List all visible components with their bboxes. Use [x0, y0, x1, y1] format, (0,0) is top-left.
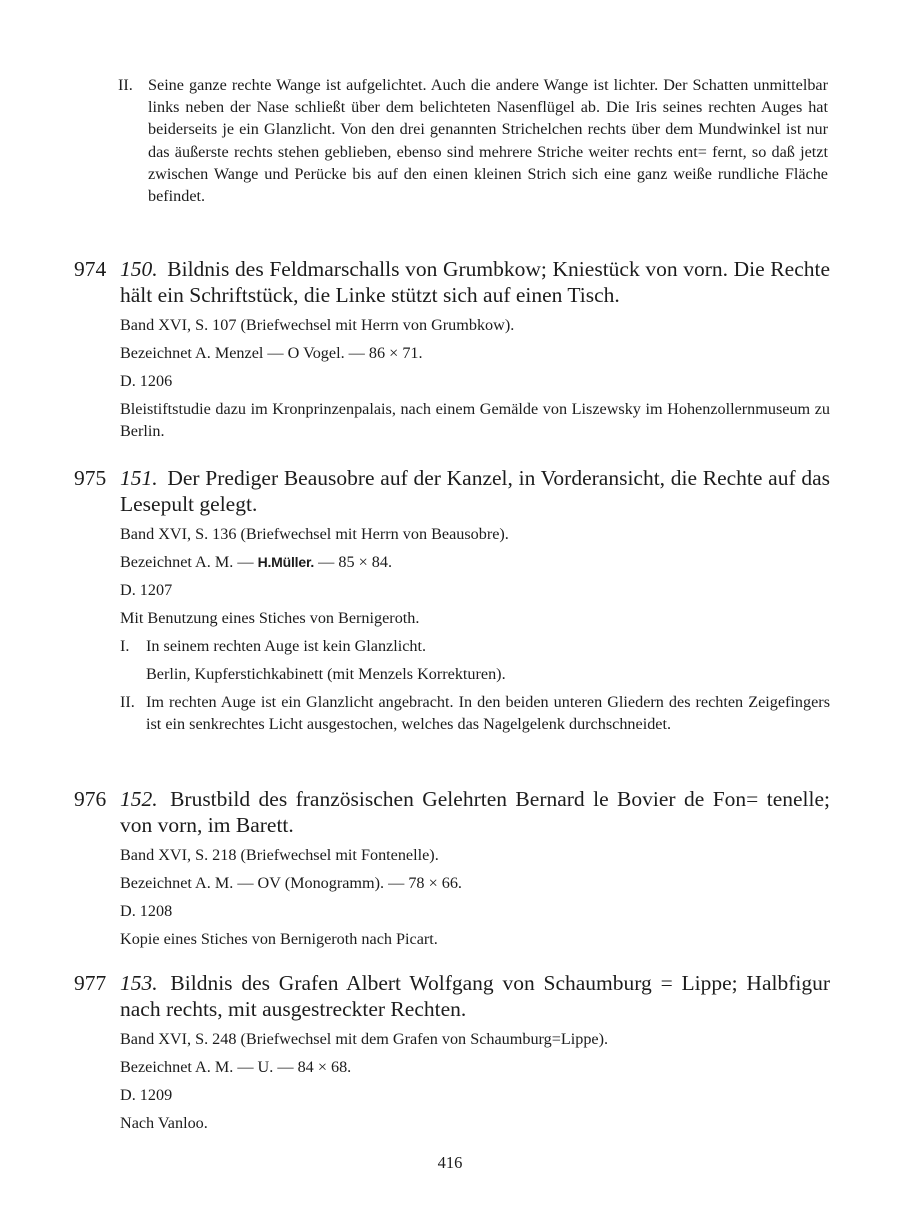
entry-note: Bleistiftstudie dazu im Kronprinzenpalais, nach einem Gemälde von Liszewsky im Hohenzollernmuseum zu Berlin.	[120, 400, 830, 440]
state-roman-numeral: II.	[120, 693, 135, 711]
entry-details	[74, 314, 830, 442]
state-roman-numeral: II.	[118, 76, 133, 94]
entry-heading	[74, 465, 830, 517]
plate-number: 150.	[120, 257, 158, 281]
state-description: In seinem rechten Auge ist kein Glanzlicht.	[146, 637, 427, 655]
d-number: D. 1206	[120, 372, 173, 390]
entry-title: Der Prediger Beausobre auf der Kanzel, in Vorderansicht, die Rechte auf das Lesepult gelegt.	[120, 466, 830, 516]
state-location: Berlin, Kupferstichkabinett (mit Menzels Korrekturen).	[146, 665, 506, 683]
entry-title: Bildnis des Grafen Albert Wolfgang von Schaumburg = Lippe; Halbfigur nach rechts, mit ausgestreckter Rechten.	[120, 971, 831, 1021]
band-reference: Band XVI, S. 248 (Briefwechsel mit dem Grafen von Schaumburg=Lippe).	[120, 1030, 609, 1048]
d-number: D. 1207	[120, 581, 173, 599]
plate-number: 153.	[120, 971, 158, 995]
signature-line	[120, 551, 830, 573]
catalog-entry-977	[74, 970, 830, 1134]
entry-details	[74, 844, 830, 950]
entry-note: Kopie eines Stiches von Bernigeroth nach Picart.	[120, 930, 438, 948]
page-number: 416	[437, 1153, 463, 1172]
engraver-name: H.Müller.	[257, 554, 315, 570]
signature-line: Bezeichnet A. M. — U. — 84 × 68.	[120, 1058, 352, 1076]
catalog-entry-975	[74, 465, 830, 735]
plate-number: 151.	[120, 466, 158, 490]
band-reference: Band XVI, S. 136 (Briefwechsel mit Herrn von Beausobre).	[120, 525, 509, 543]
entry-number: 975	[74, 466, 107, 490]
continued-state-paragraph	[118, 74, 828, 207]
entry-note: Nach Vanloo.	[120, 1114, 208, 1132]
state-description: Seine ganze rechte Wange ist aufgelichtet. Auch die andere Wange ist lichter. Der Schatten unmittelbar links neben der Nase schließt über dem belichteten Nasenflügel ab. Die Iris seines rechten Auges hat beiderseits je ein Glanzlicht. Von den drei genannten Strichelchen rechts über dem Mundwinkel ist nur das äußerste rechts stehen geblieben, ebenso sind mehrere Striche weiter rechts ent= fernt, so daß jetzt zwischen Wange und Perücke bis auf den einen kleinen Strich sich eine ganz weiße rundliche Fläche befindet.	[148, 76, 828, 206]
signature-suffix: — 85 × 84.	[318, 553, 393, 571]
plate-number: 152.	[120, 787, 158, 811]
state-i	[120, 635, 830, 685]
entry-details	[74, 1028, 830, 1134]
catalog-entry-974	[74, 256, 830, 442]
state-roman-numeral: I.	[120, 637, 130, 655]
entry-note: Mit Benutzung eines Stiches von Bernigeroth.	[120, 609, 420, 627]
entry-number: 974	[74, 257, 107, 281]
entry-details	[74, 523, 830, 735]
catalog-entry-976	[74, 786, 830, 950]
state-ii	[118, 74, 828, 207]
signature-line: Bezeichnet A. M. — OV (Monogramm). — 78 × 66.	[120, 874, 462, 892]
band-reference: Band XVI, S. 107 (Briefwechsel mit Herrn von Grumbkow).	[120, 316, 515, 334]
signature-prefix: Bezeichnet A. M. —	[120, 553, 254, 571]
entry-heading	[74, 970, 830, 1022]
entry-number: 976	[74, 787, 107, 811]
state-ii	[120, 691, 830, 735]
entry-number: 977	[74, 971, 107, 995]
entry-heading	[74, 256, 830, 308]
state-description: Im rechten Auge ist ein Glanzlicht angebracht. In den beiden unteren Gliedern des rechten Zeigefingers ist ein senkrechtes Licht ausgestochen, welches das Nagelgelenk durchschneidet.	[146, 693, 830, 733]
entry-title: Brustbild des französischen Gelehrten Bernard le Bovier de Fon= tenelle; von vorn, im Barett.	[120, 787, 830, 837]
entry-heading	[74, 786, 830, 838]
entry-title: Bildnis des Feldmarschalls von Grumbkow; Kniestück von vorn. Die Rechte hält ein Schriftstück, die Linke stützt sich auf einen Tisch.	[120, 257, 831, 307]
band-reference: Band XVI, S. 218 (Briefwechsel mit Fontenelle).	[120, 846, 439, 864]
signature-line: Bezeichnet A. Menzel — O Vogel. — 86 × 71.	[120, 344, 423, 362]
d-number: D. 1209	[120, 1086, 173, 1104]
d-number: D. 1208	[120, 902, 173, 920]
